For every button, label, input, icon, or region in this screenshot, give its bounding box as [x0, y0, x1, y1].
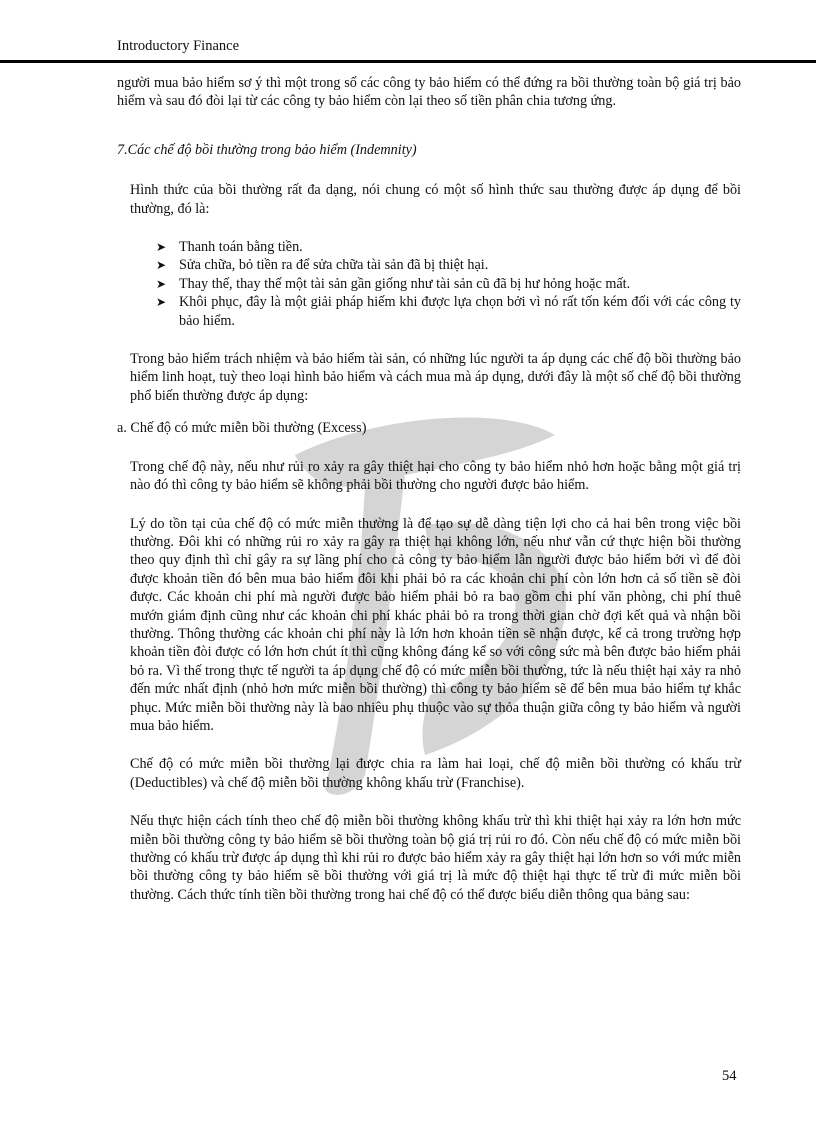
liability-paragraph: Trong bảo hiểm trách nhiệm và bảo hiểm tài sản, có những lúc người ta áp dụng các chế độ bồi thường bảo hiểm linh hoạt, tuỳ theo loại hình bảo hiểm và cách mua mà áp dụng, dưới đây là một số chế độ bồi thường phổ biến thường được áp dụng:: [130, 351, 741, 404]
arrowhead-bullet-icon: ➤: [156, 276, 167, 291]
subsection-heading: a. Chế độ có mức miễn bồi thường (Excess): [117, 420, 367, 437]
forms-intro-paragraph: Hình thức của bồi thường rất đa dạng, nói chung có một số hình thức sau thường được áp dụng để bồi thường, đó là:: [130, 182, 741, 217]
excess-paragraph-3: Chế độ có mức miễn bồi thường lại được chia ra làm hai loại, chế độ miễn bồi thường có khấu trừ (Deductibles) và chế độ miễn bồi thường không khấu trừ (Franchise).: [130, 756, 741, 791]
running-header: Introductory Finance: [117, 38, 240, 54]
excess-paragraph-4: Nếu thực hiện cách tính theo chế độ miễn bồi thường không khấu trừ thì khi thiệt hại xảy ra lớn hơn mức miễn bồi thường công ty bảo hiểm sẽ bồi thường toàn bộ giá trị rủi ro đó. Còn nếu chế độ có mức miễn bồi thường có khấu trừ được áp dụng thì khi rủi ro được bảo hiểm xảy ra gây thiệt hại lớn hơn so với mức miễn bồi thường công ty bảo hiểm sẽ bồi thường với giá trị là mức độ thiệt hại thực tế trừ đi mức miễn bồi thường. Cách thức tính tiền bồi thường trong hai chế độ có thể được biểu diễn thông qua bảng sau:: [130, 813, 741, 903]
list-item: ➤ Thay thế, thay thế một tài sản gần giống như tài sản cũ đã bị hư hỏng hoặc mất.: [156, 275, 631, 292]
section-heading: 7.Các chế độ bồi thường trong bảo hiểm (Indemnity): [117, 141, 417, 158]
page-number: 54: [722, 1068, 737, 1084]
excess-paragraph-1: Trong chế độ này, nếu như rủi ro xảy ra gây thiệt hại cho công ty bảo hiểm nhỏ hơn hoặc bằng một giá trị nào đó thì công ty bảo hiểm sẽ không phải bồi thường cho người được bảo hiểm.: [130, 458, 741, 494]
excess-paragraph-2: Lý do tồn tại của chế độ có mức miễn thường là để tạo sự dễ dàng tiện lợi cho cả hai bên trong việc bồi thường. Đôi khi có những rủi ro xảy ra gây ra thiệt hại không lớn, nếu như vẫn cứ thực hiện bồi thường theo quy định thì chỉ gây ra sự lãng phí cho cả công ty bảo hiểm lẫn người được bảo hiểm bởi vì để đòi được khoản tiền đó bên mua bảo hiểm đôi khi phải bỏ ra các khoản chi phí còn lớn hơn cả số tiền sẽ đòi được. Các khoản chi phí mà người được bảo hiểm phải bỏ ra bao gồm chi phí văn phòng, chi phí thuê mướn giám định cũng như các khoản chi phí khác phải bỏ ra trong thời gian chờ đợi kết quả và nhận bồi thường. Thông thường các khoản chi phí này là lớn hơn khoản tiền sẽ nhận được, kể cả trong trường hợp khoản tiền đòi được có lớn hơn chút ít thì cũng không đáng kể so với công sức mà bên được bảo hiểm phải bỏ ra. Vì thế trong thực tế người ta áp dụng chế độ có mức miễn bồi thường, tức là nếu thiệt hại xảy ra nhỏ đến mức nhất định (nhỏ hơn mức miễn bồi thường) thì công ty bảo hiểm sẽ để bên mua bảo hiểm tự khắc phục. Mức miễn bồi thường này là bao nhiêu phụ thuộc vào sự thỏa thuận giữa công ty bảo hiểm và người mua bảo hiểm.: [130, 515, 741, 734]
intro-paragraph: người mua bảo hiểm sơ ý thì một trong số các công ty bảo hiểm có thể đứng ra bồi thường toàn bộ giá trị bảo hiểm và sau đó đòi lại từ các công ty bảo hiểm còn lại theo số tiền phân chia tương ứng.: [117, 75, 741, 110]
arrowhead-bullet-icon: ➤: [156, 295, 167, 310]
list-item: ➤ Khôi phục, đây là một giải pháp hiếm khi được lựa chọn bởi vì nó rất tốn kém đối với các công ty bảo hiểm.: [156, 294, 741, 329]
arrowhead-bullet-icon: ➤: [156, 240, 167, 255]
list-item: ➤ Thanh toán bằng tiền.: [156, 239, 303, 256]
arrowhead-bullet-icon: ➤: [156, 258, 167, 273]
indemnity-forms-list: [117, 238, 741, 330]
header-rule: [0, 60, 816, 63]
list-item: ➤ Sửa chữa, bỏ tiền ra để sửa chữa tài sản đã bị thiệt hại.: [156, 257, 489, 274]
page-body: [117, 74, 741, 904]
